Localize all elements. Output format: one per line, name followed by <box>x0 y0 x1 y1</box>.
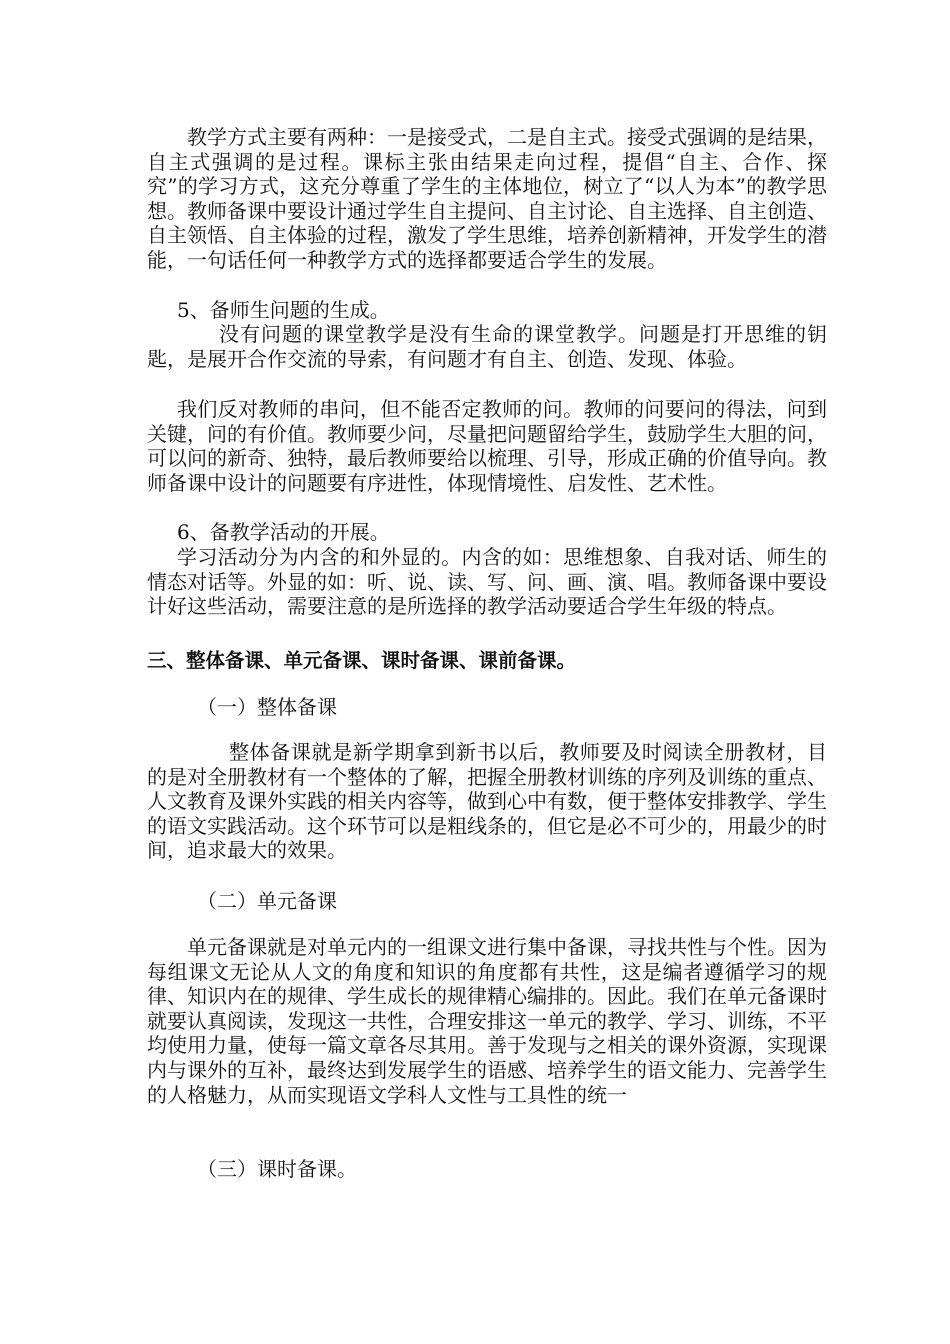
subheading-overall-prep: （一）整体备课 <box>197 695 337 719</box>
subheading-lesson-prep: （三）课时备课。 <box>197 1157 357 1181</box>
section-heading-3: 三、整体备课、单元备课、课时备课、课前备课。 <box>147 649 577 672</box>
paragraph-teaching-methods: 教学方式主要有两种：一是接受式，二是自主式。接受式强调的是结果，自主式强调的是过程。课标主张由结果走向过程，提倡“自主、合作、探究”的学习方式，这充分尊重了学生的主体地位，树立了“以人为本”的教学思想。教师备课中要设计通过学生自主提问、自主讨论、自主选择、自主创造、自主领悟、自主体验的过程，激发了学生思维，培养创新精神，开发学生的潜能，一句话任何一种教学方式的选择都要适合学生的发展。 <box>147 125 827 272</box>
heading-item-5: 5、备师生问题的生成。 <box>177 298 390 322</box>
paragraph-unit-prep: 单元备课就是对单元内的一组课文进行集中备课，寻找共性与个性。因为每组课文无论从人文的角度和知识的角度都有共性，这是编者遵循学习的规律、知识内在的规律、学生成长的规律精心编排的。因此。我们在单元备课时就要认真阅读，发现这一共性，合理安排这一单元的教学、学习、训练，不平均使用力量，使每一篇文章各尽其用。善于发现与之相关的课外资源，实现课内与课外的互补，最终达到发展学生的语感、培养学生的语文能力、完善学生的人格魅力，从而实现语文学科人文性与工具性的统一 <box>147 935 827 1107</box>
paragraph-overall-prep: 整体备课就是新学期拿到新书以后，教师要及时阅读全册教材，目的是对全册教材有一个整体的了解，把握全册教材训练的序列及训练的重点、人文教育及课外实践的相关内容等，做到心中有数，便于整体安排教学、学生的语文实践活动。这个环节可以是粗线条的，但它是必不可少的，用最少的时间，追求最大的效果。 <box>147 740 827 863</box>
paragraph-learning-activities: 学习活动分为内含的和外显的。内含的如：思维想象、自我对话、师生的情态对话等。外显的如：听、说、读、写、问、画、演、唱。教师备课中要设计好这些活动，需要注意的是所选择的教学活动要适合学生年级的特点。 <box>147 545 827 619</box>
heading-item-6: 6、备教学活动的开展。 <box>177 520 390 544</box>
paragraph-questions: 没有问题的课堂教学是没有生命的课堂教学。问题是打开思维的钥匙，是展开合作交流的导索，有问题才有自主、创造、发现、体验。 <box>147 322 827 371</box>
subheading-unit-prep: （二）单元备课 <box>197 889 337 913</box>
paragraph-teacher-questions: 我们反对教师的串问，但不能否定教师的问。教师的问要问的得法，问到关键，问的有价值。教师要少问，尽量把问题留给学生，鼓励学生大胆的问，可以问的新奇、独特，最后教师要给以梳理、引导，形成正确的价值导向。教师备课中设计的问题要有序进性，体现情境性、启发性、艺术性。 <box>147 397 827 495</box>
